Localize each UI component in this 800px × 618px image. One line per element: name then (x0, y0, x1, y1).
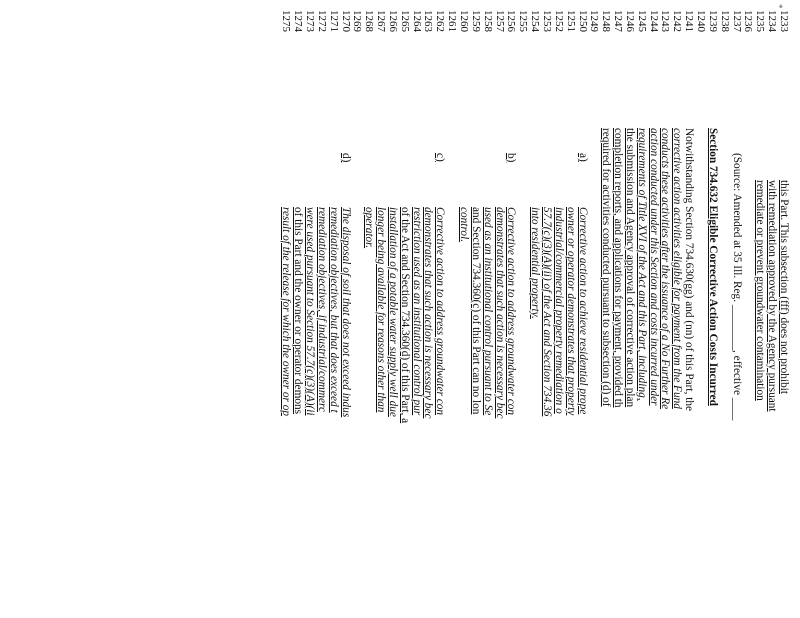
document-line (505, 0, 517, 618)
line-text: owner or operator demonstrates that property (564, 207, 577, 416)
document-line (588, 0, 600, 618)
document-line (292, 0, 304, 618)
line-number: 1265 (398, 10, 411, 32)
document-line (719, 0, 731, 618)
document-line (280, 0, 292, 618)
line-text: Corrective action to address groundwater con (434, 207, 447, 416)
document-line (612, 0, 624, 618)
line-text: The disposal of soil that does not exceed indus (339, 207, 352, 418)
line-text: into residential property. (529, 207, 542, 319)
line-number: 1249 (588, 10, 601, 32)
line-text: restriction used as an institutional control pur (410, 207, 423, 416)
line-number: 1235 (754, 10, 767, 32)
line-text: Corrective action to achieve residential prope (576, 207, 589, 415)
line-text: (Source: Amended at 35 Ill. Reg. ________, effective ____ (730, 153, 743, 421)
line-text: of this Part and the owner or operator demons (292, 207, 305, 415)
document-line (541, 0, 553, 618)
subsection-label: d) (339, 153, 352, 163)
line-text: remediation objectives, if industrial/commerc (315, 207, 328, 412)
document-line (553, 0, 565, 618)
line-text: installation of a potable water supply well due (386, 207, 399, 417)
document-line (707, 0, 719, 618)
line-number: 1245 (635, 10, 648, 32)
line-number: 1247 (612, 10, 625, 32)
line-text: required for activities conducted pursuant to subsection (d) of (600, 128, 613, 407)
line-number: 1270 (339, 10, 352, 32)
line-number: 1237 (730, 10, 743, 32)
document-line (446, 0, 458, 618)
document-line (731, 0, 743, 618)
line-text: the submission and Agency approval of corrective action plan (623, 128, 636, 408)
line-text: demonstrates that such action is necessary bec (422, 207, 435, 419)
line-number: 1255 (517, 10, 530, 32)
document-line (434, 0, 446, 618)
document-line (600, 0, 612, 618)
line-text: longer being available for reasons other than (375, 207, 388, 413)
line-number: 1275 (280, 10, 293, 32)
line-text: remediation objectives, but that does exceed t (327, 207, 340, 413)
line-text: of the Act and Section 734.360(d) of this Part, a (398, 207, 411, 424)
line-text: industrial/commercial property remediation o (552, 207, 565, 414)
line-number: 1233 (778, 10, 790, 32)
line-number: 1242 (671, 10, 684, 32)
document-line (671, 0, 683, 618)
document-line (577, 0, 589, 618)
document-line (304, 0, 316, 618)
document-line (316, 0, 328, 618)
document-line (754, 0, 766, 618)
document-line (470, 0, 482, 618)
line-text: result of the release for which the owner or op (280, 207, 293, 417)
line-number: 1236 (742, 10, 755, 32)
document-line (423, 0, 435, 618)
document-line (660, 0, 672, 618)
line-number: 1254 (529, 10, 542, 32)
line-number: 1248 (600, 10, 613, 32)
line-number: 1273 (304, 10, 316, 32)
line-number: 1267 (375, 10, 388, 32)
document-line (683, 0, 695, 618)
line-number: 1239 (706, 10, 719, 32)
subsection-label: a) (576, 153, 589, 162)
line-text: and Section 734.360(c) of this Part can no lon (469, 207, 482, 415)
document-line (517, 0, 529, 618)
line-number: 1252 (552, 10, 565, 32)
document-line (375, 0, 387, 618)
document-line (529, 0, 541, 618)
document-line (363, 0, 375, 618)
line-text: used as an institutional control pursuant to Se (481, 207, 494, 416)
line-number: 1246 (623, 10, 636, 32)
document-line (648, 0, 660, 618)
line-text: 57.7(c)(3)(A)(ii) of the Act and Section 734.36 (541, 207, 553, 417)
line-number: 1253 (541, 10, 553, 32)
line-number: 1243 (659, 10, 672, 32)
line-text: completion reports, and applications for payment, provided th (612, 128, 625, 408)
line-text: control. (458, 207, 471, 243)
document-line (636, 0, 648, 618)
subsection-label: b) (505, 153, 518, 163)
line-number: 1257 (493, 10, 506, 32)
line-text: corrective action activities eligible for payment from the Fund (671, 128, 684, 409)
line-number: 1250 (576, 10, 589, 32)
line-text: conducts these activities after the issuance of a No Further Re (659, 128, 672, 410)
line-number: 1260 (458, 10, 471, 32)
line-number: 1268 (363, 10, 376, 32)
line-number: 1262 (434, 10, 447, 32)
document-line (494, 0, 506, 618)
document-line (482, 0, 494, 618)
document-line (458, 0, 470, 618)
line-number: 1256 (505, 10, 518, 32)
line-text: operator. (363, 207, 376, 249)
line-text: action conducted under this Section and costs incurred under (647, 128, 660, 406)
line-text: with remediation approved by the Agency pursuant (766, 180, 779, 412)
line-text: Notwithstanding Section 734.630(gg) and (nn) of this Part, the (683, 128, 696, 412)
line-number: 1261 (446, 10, 459, 32)
line-number: 1251 (564, 10, 577, 32)
line-number: 1269 (351, 10, 364, 32)
line-text: demonstrates that such action is necessary bec (493, 207, 506, 419)
document-line (399, 0, 411, 618)
document-line (411, 0, 423, 618)
line-text: remediate or prevent groundwater contamination (754, 180, 767, 401)
document-line (328, 0, 340, 618)
document-line (387, 0, 399, 618)
line-number: 1263 (422, 10, 435, 32)
document-line (565, 0, 577, 618)
line-text: Corrective action to address groundwater con (505, 207, 518, 416)
line-number: 1244 (647, 10, 660, 32)
line-number: 1259 (469, 10, 482, 32)
line-number: 1274 (292, 10, 305, 32)
line-text: requirements of Title XVI of the Act and this Part, including, (635, 128, 648, 401)
line-text: this Part. This subsection (fff) does not prohibit (778, 180, 790, 395)
document-line (695, 0, 707, 618)
subsection-label: c) (434, 153, 447, 162)
line-number: 1258 (481, 10, 494, 32)
line-number: 1240 (695, 10, 708, 32)
line-number: 1241 (683, 10, 696, 32)
line-number: 1238 (718, 10, 731, 32)
line-text: were used pursuant to Section 57.7(c)(3)(A)(ii (304, 207, 316, 416)
document-line (766, 0, 778, 618)
document-line (742, 0, 754, 618)
document-line (351, 0, 363, 618)
document-line (624, 0, 636, 618)
document-line (340, 0, 352, 618)
line-number: 1264 (410, 10, 423, 32)
line-number: 1271 (327, 10, 340, 32)
line-number: 1266 (386, 10, 399, 32)
document-line (778, 0, 790, 618)
line-number: 1272 (315, 10, 328, 32)
corner-mark: * (774, 4, 784, 9)
line-text: Section 734.632 Eligible Corrective Action Costs Incurred (706, 128, 719, 406)
line-number: 1234 (766, 10, 779, 32)
